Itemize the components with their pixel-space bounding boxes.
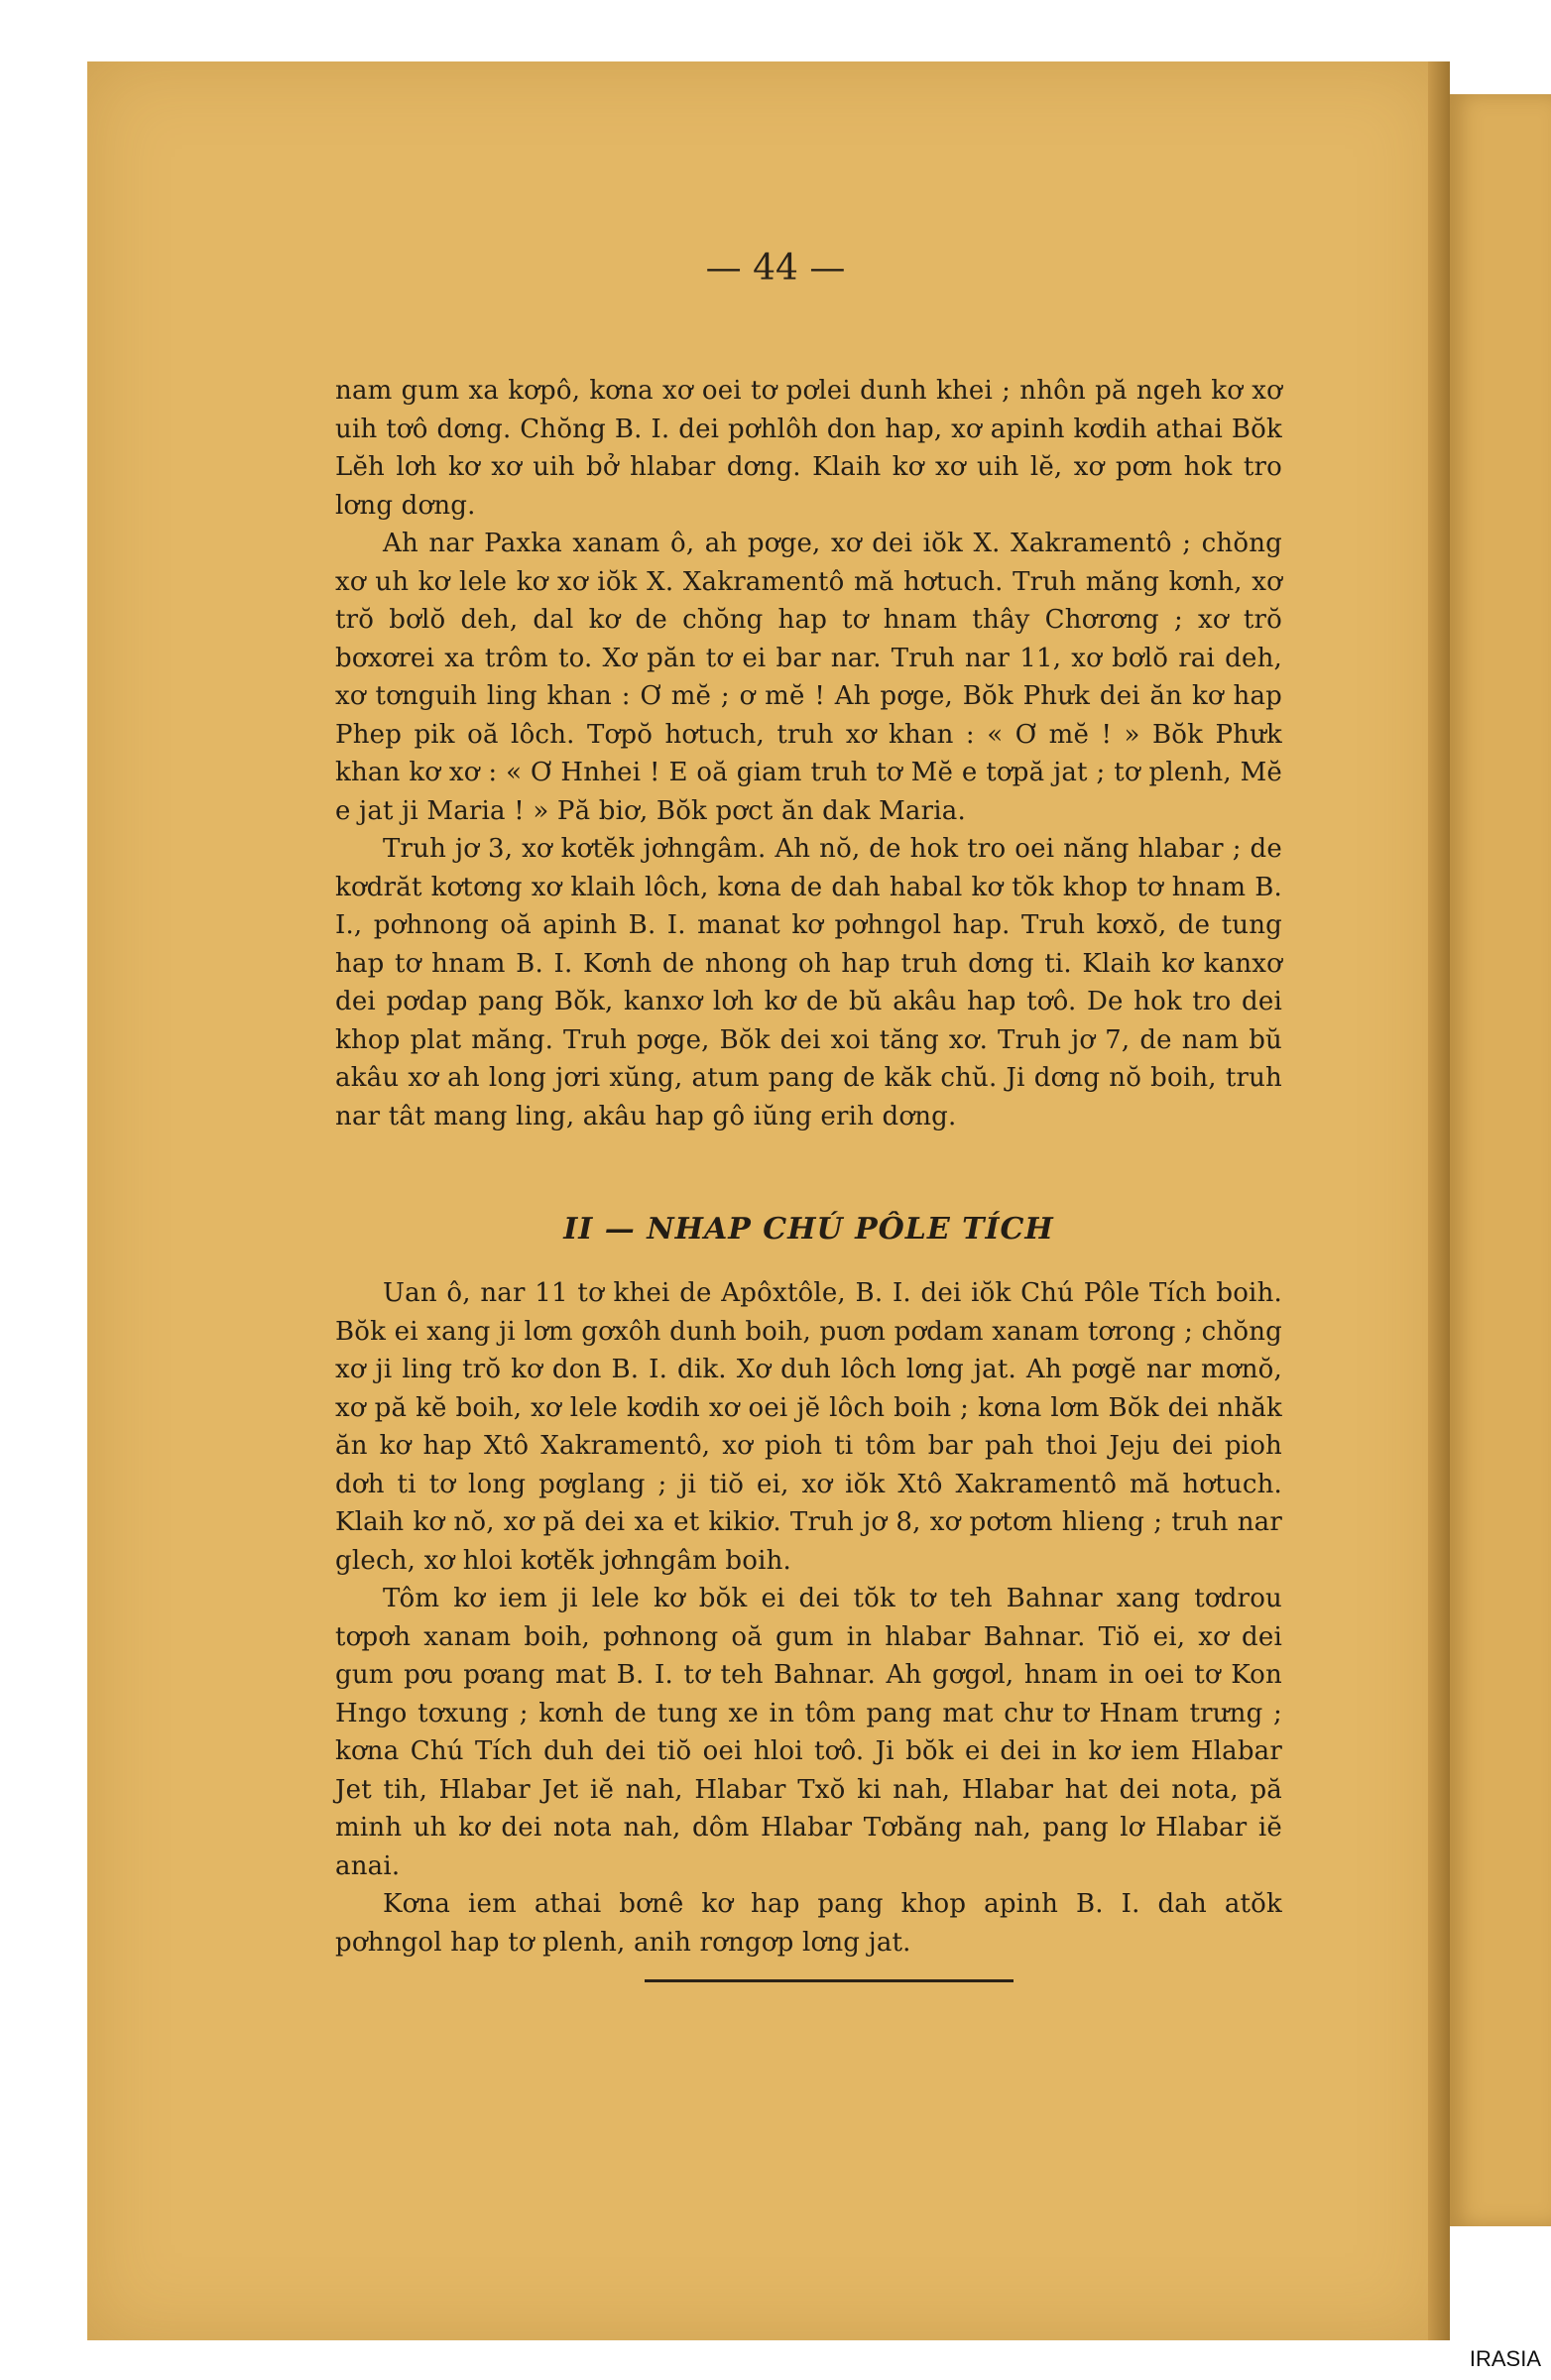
section-heading: II — NHAP CHÚ PÔLE TÍCH: [563, 1212, 1054, 1247]
paragraph: nam gum xa kơpô, kơna xơ oei tơ pơlei dunh khei ; nhôn pă ngeh kơ xơ uih tơô dơng. Chŏng B. I. dei pơhlôh don hap, xơ apinh kơdih athai Bŏk Lĕh lơh kơ xơ uih bở hlabar dơng. Klaih kơ xơ uih lĕ, xơ pơm hok tro lơng dơng.: [335, 376, 1282, 521]
paragraph: Truh jơ 3, xơ kơtĕk jơhngâm. Ah nŏ, de hok tro oei năng hlabar ; de kơdrăt kơtơng xơ klaih lôch, kơna de dah habal kơ tŏk khop tơ hnam B. I., pơhnong oă apinh B. I. manat kơ pơhngol hap. Truh kơxŏ, de tung hap tơ hnam B. I. Kơnh de nhong oh hap truh dơng ti. Klaih kơ kanxơ dei pơdap pang Bŏk, kanxơ lơh kơ de bŭ akâu hap tơô. De hok tro dei khop plat măng. Truh pơge, Bŏk dei xoi tăng xơ. Truh jơ 7, de nam bŭ akâu xơ ah long jơri xŭng, atum pang de kăk chŭ. Ji dơng nŏ boih, truh nar tât mang ling, akâu hap gô iŭng erih dơng.: [335, 834, 1282, 1131]
adjacent-page-edge: [1450, 94, 1551, 2226]
watermark: IRASIA: [1469, 2346, 1541, 2371]
paragraph: Uan ô, nar 11 tơ khei de Apôxtôle, B. I. dei iŏk Chú Pôle Tích boih. Bŏk ei xang ji lơm gơxôh dunh boih, puơn pơdam xanam tơrong ; chŏng xơ ji ling trŏ kơ don B. I. dik. Xơ duh lôch lơng jat. Ah pơgĕ nar mơnŏ, xơ pă kĕ boih, xơ lele kơdih xơ oei jĕ lôch boih ; kơna lơm Bŏk dei nhăk ăn kơ hap Xtô Xakramentô, xơ pioh ti tôm bar pah thoi Jeju dei pioh dơh ti tơ long pơglang ; ji tiŏ ei, xơ iŏk Xtô Xakramentô mă hơtuch. Klaih kơ nŏ, xơ pă dei xa et kikiơ. Truh jơ 8, xơ pơtơm hlieng ; truh nar glech, xơ hloi kơtĕk jơhngâm boih.: [335, 1278, 1282, 1576]
body-text-top: [335, 372, 1282, 1135]
paragraph: Tôm kơ iem ji lele kơ bŏk ei dei tŏk tơ teh Bahnar xang tơdrou tơpơh xanam boih, pơhnong oă gum in hlabar Bahnar. Tiŏ ei, xơ dei gum pơu pơang mat B. I. tơ teh Bahnar. Ah gơgơl, hnam in oei tơ Kon Hngo tơxung ; kơnh de tung xe in tôm pang mat chư tơ Hnam trưng ; kơna Chú Tích duh dei tiŏ oei hloi tơô. Ji bŏk ei dei in kơ iem Hlabar Jet tih, Hlabar Jet iĕ nah, Hlabar Txŏ ki nah, Hlabar hat dei nota, pă minh uh kơ dei nota nah, dôm Hlabar Tơbăng nah, pang lơ Hlabar iĕ anai.: [335, 1584, 1282, 1881]
paragraph: Ah nar Paxka xanam ô, ah pơge, xơ dei iŏk X. Xakramentô ; chŏng xơ uh kơ lele kơ xơ iŏk X. Xakramentô mă hơtuch. Truh măng kơnh, xơ trŏ bơlŏ deh, dal kơ de chŏng hap tơ hnam thây Chơrơng ; xơ trŏ bơxơrei xa trôm to. Xơ păn tơ ei bar nar. Truh nar 11, xơ bơlŏ rai deh, xơ tơnguih ling khan : Ơ mĕ ; ơ mĕ ! Ah pơge, Bŏk Phưk dei ăn kơ hap Phep pik oă lôch. Tơpŏ hơtuch, truh xơ khan : « Ơ mĕ ! » Bŏk Phưk khan kơ xơ : « Ơ Hnhei ! E oă giam truh tơ Mĕ e tơpă jat ; tơ plenh, Mĕ e jat ji Maria ! » Pă biơ, Bŏk pơct ăn dak Maria.: [335, 529, 1282, 826]
closing-rule: [645, 1979, 1014, 1982]
page-fold-shadow: [1428, 61, 1450, 2340]
body-text-bottom: [335, 1274, 1282, 1962]
paragraph: Kơna iem athai bơnê kơ hap pang khop apinh B. I. dah atŏk pơhngol hap tơ plenh, anih rơngơp lơng jat.: [335, 1889, 1282, 1958]
page-number: — 44 —: [705, 248, 846, 289]
